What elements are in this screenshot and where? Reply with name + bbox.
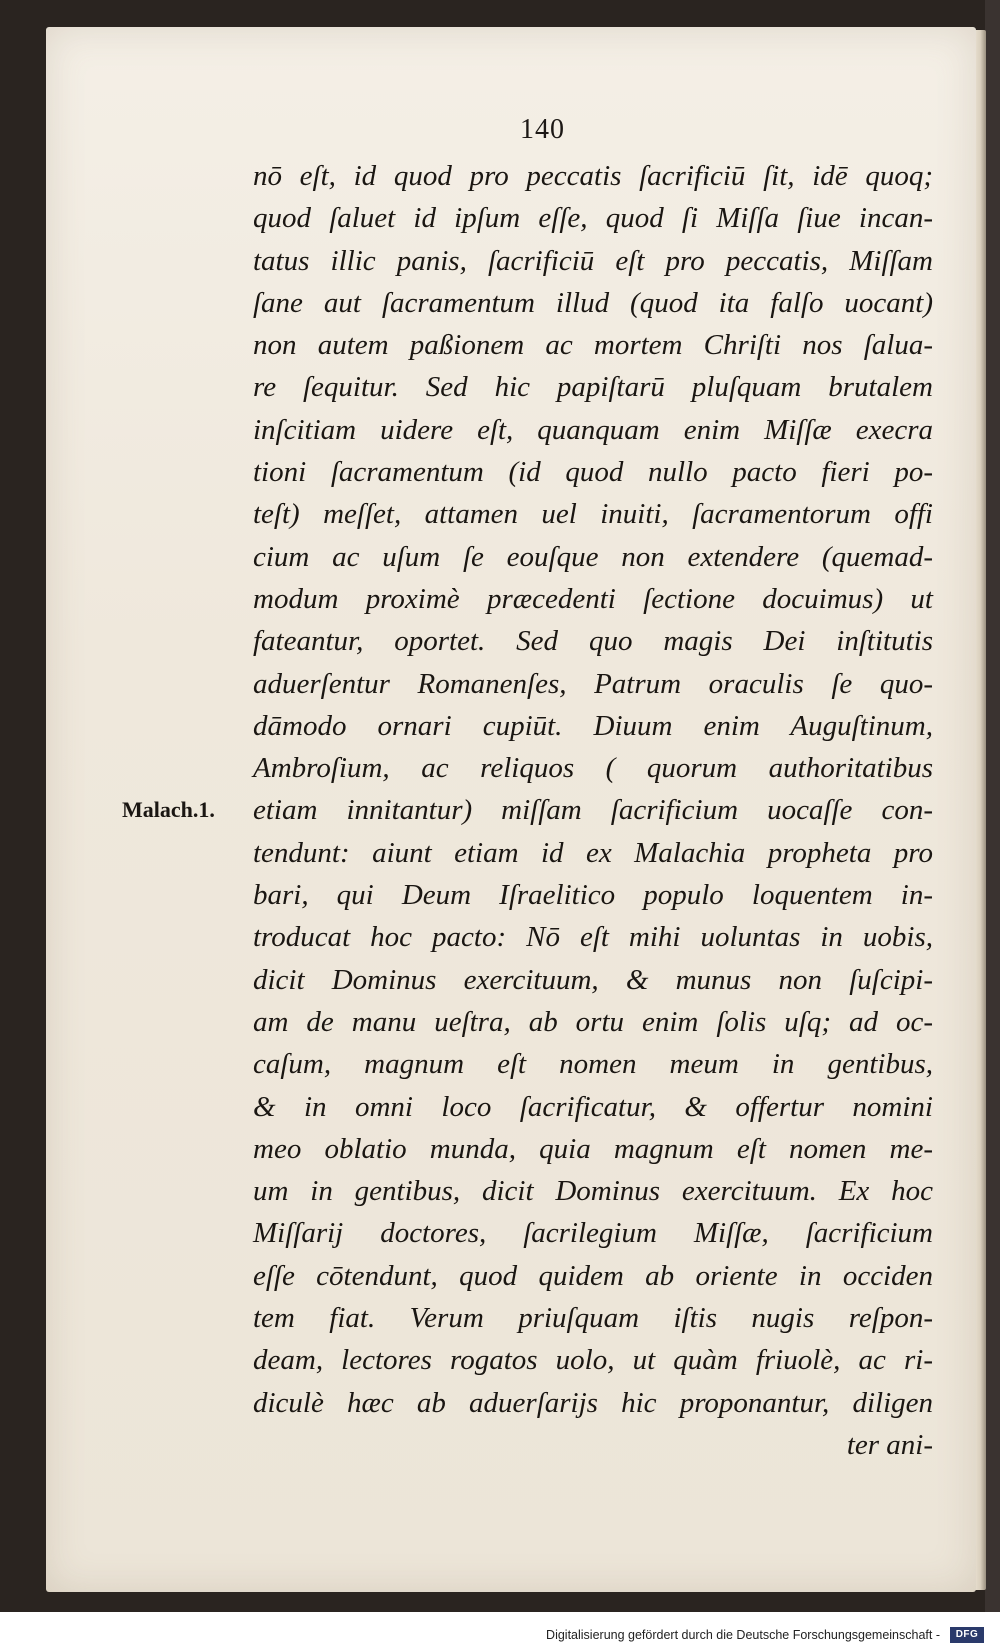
funding-credit: Digitalisierung gefördert durch die Deutsche Forschungsgemeinschaft -	[546, 1628, 940, 1642]
dfg-logo: DFG	[950, 1627, 984, 1643]
text-line: troducat hoc pacto: Nō eſt mihi uoluntas in uobis,	[253, 921, 933, 954]
text-line: Miſſarij doctores, ſacrilegium Miſſæ, ſacrificium	[253, 1217, 933, 1250]
text-line: etiam innitantur) miſſam ſacrificium uocaſſe con-	[253, 794, 933, 827]
marginal-note: Malach.1.	[122, 797, 215, 822]
text-line: diculè hæc ab aduerſarijs hic proponantur, diligen	[253, 1386, 933, 1419]
text-line: nō eſt, id quod pro peccatis ſacrificiū ſit, idē quoq;	[253, 160, 933, 192]
text-line: dāmodo ornari cupiūt. Diuum enim Auguſtinum,	[253, 709, 933, 742]
text-line: & in omni loco ſacrificatur, & offertur nomini	[253, 1090, 933, 1123]
text-line: dicit Dominus exercituum, & munus non ſuſcipi-	[253, 963, 933, 996]
text-line: tendunt: aiunt etiam id ex Malachia propheta pro	[253, 836, 933, 869]
page-number: 140	[520, 114, 565, 145]
text-line: Ambroſium, ac reliquos ( quorum authoritatibus	[253, 752, 933, 785]
text-line: tioni ſacramentum (id quod nullo pacto fieri po-	[253, 456, 933, 489]
body-text	[253, 155, 933, 1466]
text-line: aduerſentur Romanenſes, Patrum oraculis ſe quo-	[253, 667, 933, 700]
catchword: ter ani-	[846, 1428, 933, 1461]
text-line: cium ac uſum ſe eouſque non extendere (quemad-	[253, 540, 933, 573]
text-line: ſane aut ſacramentum illud (quod ita falſo uocant)	[253, 286, 933, 319]
text-line: quod ſaluet id ipſum eſſe, quod ſi Miſſa ſiue incan-	[253, 202, 933, 235]
text-line: re ſequitur. Sed hic papiſtarū pluſquam brutalem	[253, 371, 933, 404]
text-line: modum proximè præcedenti ſectione docuimus) ut	[253, 582, 933, 615]
book-spine	[985, 0, 1000, 1612]
text-line: caſum, magnum eſt nomen meum in gentibus,	[253, 1048, 933, 1081]
text-line: um in gentibus, dicit Dominus exercituum. Ex hoc	[253, 1175, 933, 1208]
text-line: eſſe cōtendunt, quod quidem ab oriente in occiden	[253, 1259, 933, 1292]
text-line: am de manu ueſtra, ab ortu enim ſolis uſq; ad oc-	[253, 1005, 933, 1038]
text-line: teſt) meſſet, attamen uel inuiti, ſacramentorum offi	[253, 498, 933, 531]
text-line: meo oblatio munda, quia magnum eſt nomen me-	[253, 1132, 933, 1165]
text-line: inſcitiam uidere eſt, quanquam enim Miſſæ execra	[253, 413, 933, 446]
text-line: bari, qui Deum Iſraelitico populo loquentem in-	[253, 879, 933, 912]
text-line: fateantur, oportet. Sed quo magis Dei inſtitutis	[253, 625, 933, 658]
text-line: deam, lectores rogatos uolo, ut quàm friuolè, ac ri-	[253, 1344, 933, 1377]
text-line: tem fiat. Verum priuſquam iſtis nugis reſpon-	[253, 1302, 933, 1335]
text-line: tatus illic panis, ſacrificiū eſt pro peccatis, Miſſam	[253, 244, 933, 277]
text-line: non autem paßionem ac mortem Chriſti nos ſalua-	[253, 329, 933, 362]
